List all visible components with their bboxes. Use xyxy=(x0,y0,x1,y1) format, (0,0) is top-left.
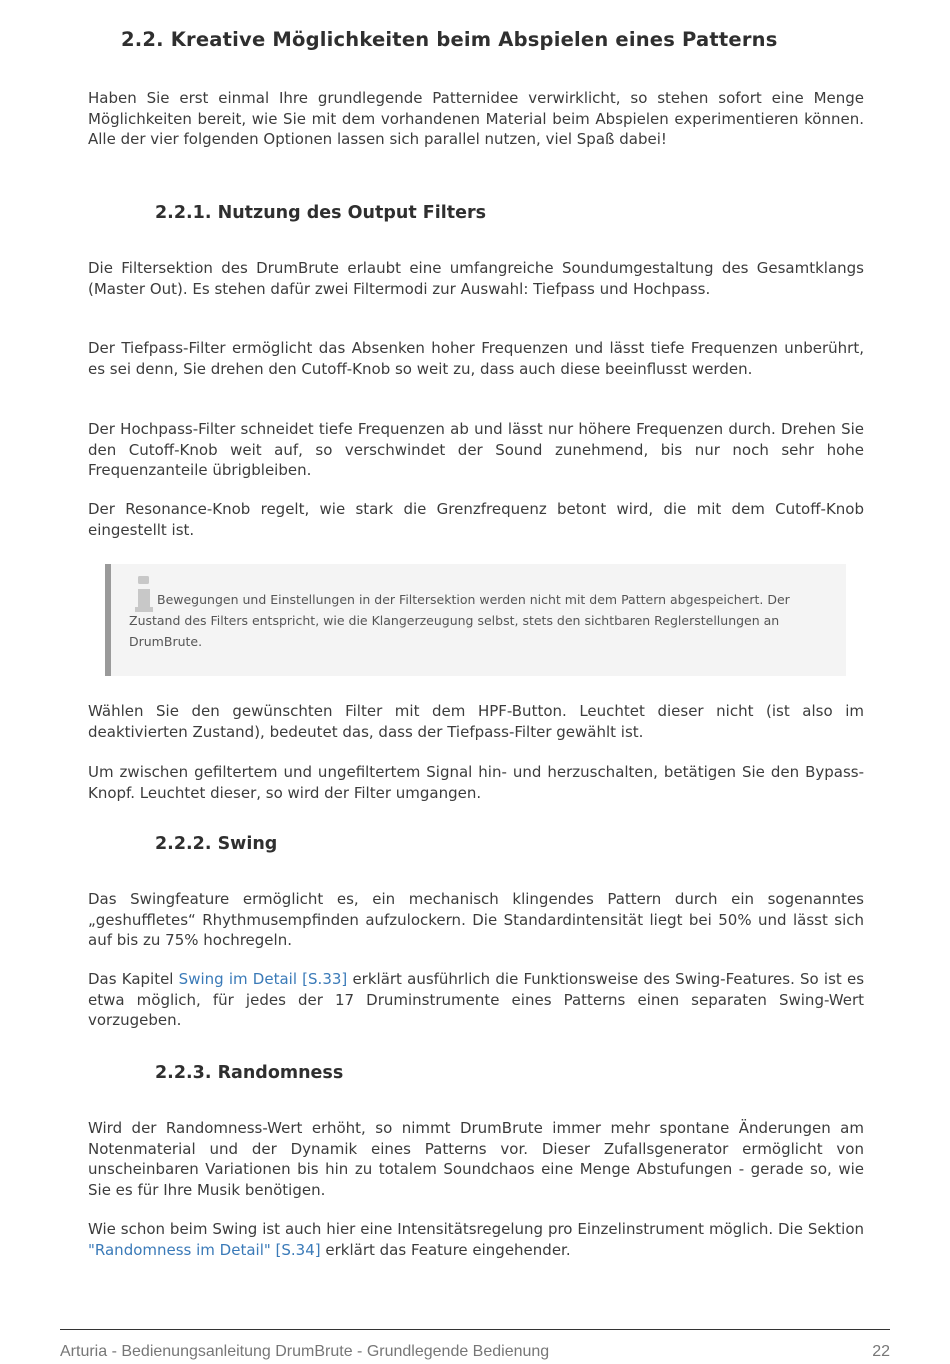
swing-paragraph-2-lead: Das Kapitel xyxy=(88,970,179,988)
filter-paragraph-1: Die Filtersektion des DrumBrute erlaubt eine umfangreiche Soundumgestaltung des Gesamtklangs (Master Out). Es stehen dafür zwei Filtermodi zur Auswahl: Tiefpass und Hochpass. xyxy=(88,259,864,298)
randomness-paragraph-2 xyxy=(88,1219,864,1260)
swing-paragraph-2 xyxy=(88,969,864,1031)
heading-randomness: 2.2.3. Randomness xyxy=(155,1063,344,1083)
heading-output-filters: 2.2.1. Nutzung des Output Filters xyxy=(155,203,487,223)
footer-text: Arturia - Bedienungsanleitung DrumBrute - Grundlegende Bedienung xyxy=(60,1343,550,1360)
swing-paragraph-2-rest: erklärt ausführlich die Funktionsweise des Swing-Features. So ist es etwa möglich, für jedes der 17 Druminstrumente eines Patterns einen separaten Swing-Wert vorzugeben. xyxy=(88,970,865,1029)
randomness-detail-link[interactable]: "Randomness im Detail" [S.34] xyxy=(88,1240,321,1259)
filter-paragraph-3: Der Hochpass-Filter schneidet tiefe Frequenzen ab und lässt nur höhere Frequenzen durch. Drehen Sie den Cutoff-Knob weit auf, so verschwindet der Sound zunehmend, bis nur noch sehr hohe Frequenzanteile übrigbleiben. xyxy=(88,420,864,479)
filter-paragraph-5: Wählen Sie den gewünschten Filter mit dem HPF-Button. Leuchtet dieser nicht (ist also im deaktivierten Zustand), bedeutet das, dass der Tiefpass-Filter gewählt ist. xyxy=(88,702,864,741)
randomness-paragraph-1: Wird der Randomness-Wert erhöht, so nimmt DrumBrute immer mehr spontane Änderungen am Notenmaterial und der Dynamik eines Patterns vor. Dieser Zufallsgenerator ermöglicht von unscheinbaren Variationen bis hin zu totalem Soundchaos eine Menge Abstufungen - gerade so, wie Sie es für Ihre Musik benötigen. xyxy=(88,1119,864,1199)
info-note-box xyxy=(105,564,846,676)
randomness-paragraph-2-rest: erklärt das Feature eingehender. xyxy=(320,1240,571,1259)
info-note-text: Bewegungen und Einstellungen in der Filtersektion werden nicht mit dem Pattern abgespeichert. Der Zustand des Filters entspricht, wie die Klangerzeugung selbst, stets den sichtbaren Reglerstellungen an DrumBrute. xyxy=(129,592,790,649)
heading-swing: 2.2.2. Swing xyxy=(155,834,278,854)
filter-paragraph-2: Der Tiefpass-Filter ermöglicht das Absenken hoher Frequenzen und lässt tiefe Frequenzen unberührt, es sei denn, Sie drehen den Cutoff-Knob so weit zu, dass auch diese beeinflusst werden. xyxy=(88,339,864,378)
intro-paragraph: Haben Sie erst einmal Ihre grundlegende Patternidee verwirklicht, so stehen sofort eine Menge Möglichkeiten bereit, wie Sie mit dem vorhandenen Material beim Abspielen experimentieren können. Alle der vier folgenden Optionen lassen sich parallel nutzen, viel Spaß dabei! xyxy=(88,89,864,148)
page-number: 22 xyxy=(872,1343,890,1360)
randomness-paragraph-2-lead: Wie schon beim Swing ist auch hier eine Intensitätsregelung pro Einzelinstrument möglich. Die Sektion xyxy=(88,1220,864,1238)
filter-paragraph-4: Der Resonance-Knob regelt, wie stark die Grenzfrequenz betont wird, die mit dem Cutoff-Knob eingestellt ist. xyxy=(88,500,864,539)
section-heading-main: 2.2. Kreative Möglichkeiten beim Abspielen eines Patterns xyxy=(121,28,778,51)
swing-detail-link[interactable]: Swing im Detail [S.33] xyxy=(178,970,348,988)
swing-paragraph-1: Das Swingfeature ermöglicht es, ein mechanisch klingendes Pattern durch ein sogenanntes „geshuffletes“ Rhythmusempfinden aufzulockern. Die Standardintensität liegt bei 50% und lässt sich auf bis zu 75% hochregeln. xyxy=(88,890,864,949)
footer-divider xyxy=(60,1329,890,1330)
filter-paragraph-6: Um zwischen gefiltertem und ungefiltertem Signal hin- und herzuschalten, betätigen Sie den Bypass-Knopf. Leuchtet dieser, so wird der Filter umgangen. xyxy=(88,763,864,802)
